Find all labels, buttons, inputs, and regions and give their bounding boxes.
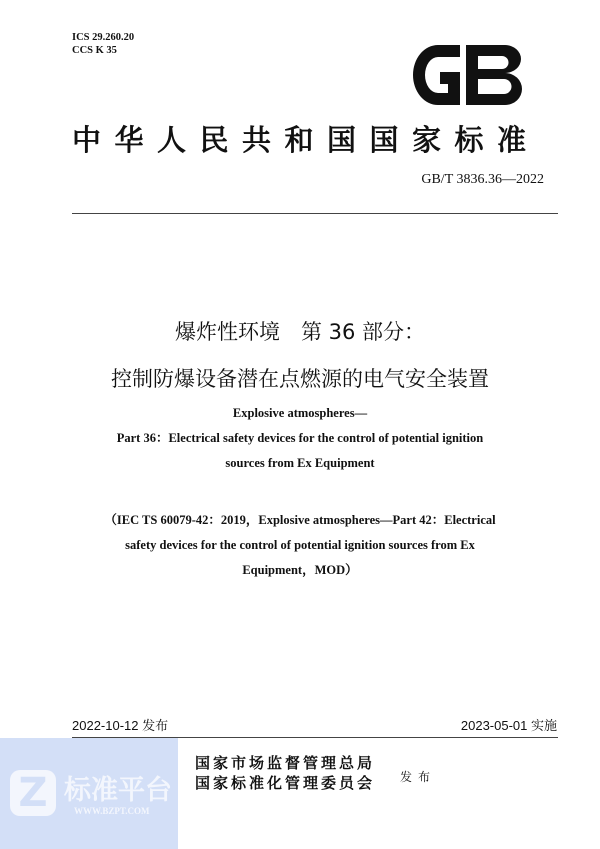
gb-logo [410,40,528,110]
title-cn-line1: 爆炸性环境 第 36 部分： [174,320,426,344]
watermark-url: WWW.BZPT.COM [74,806,150,816]
title-en [0,401,600,476]
ccs-code: CCS K 35 [72,45,117,56]
publish-label: 发布 [400,770,437,784]
standard-number: GB/T 3836.36—2022 [421,172,544,187]
issue-date: 2022-10-12 发布 [72,718,169,733]
iec-line: Equipment，MOD） [242,563,358,577]
title-en-line: Part 36：Electrical safety devices for the control of potential ignition [116,431,484,445]
title-en-line: sources from Ex Equipment [225,456,375,470]
title-en-line: Explosive atmospheres— [232,406,368,420]
publisher-agency-2: 国家标准化管理委员会 [195,774,376,792]
iec-reference [0,508,600,583]
publisher-agency-1: 国家市场监督管理总局 [195,754,376,772]
ics-code: ICS 29.260.20 [72,32,135,43]
iec-line: （IEC TS 60079-42：2019，Explosive atmospheres—Part 42：Electrical [104,513,496,527]
title-cn-line2: 控制防爆设备潜在点燃源的电气安全装置 [111,367,489,391]
watermark-logo-icon: Z [10,770,56,816]
iec-line: safety devices for the control of potential ignition sources from Ex [125,538,475,552]
divider [72,213,558,214]
classification-codes [72,31,134,57]
national-standard-heading: 中华人民共和国国家标准 [72,123,540,157]
implementation-date: 2023-05-01 实施 [460,718,557,733]
watermark-name: 标准平台 [64,775,172,806]
